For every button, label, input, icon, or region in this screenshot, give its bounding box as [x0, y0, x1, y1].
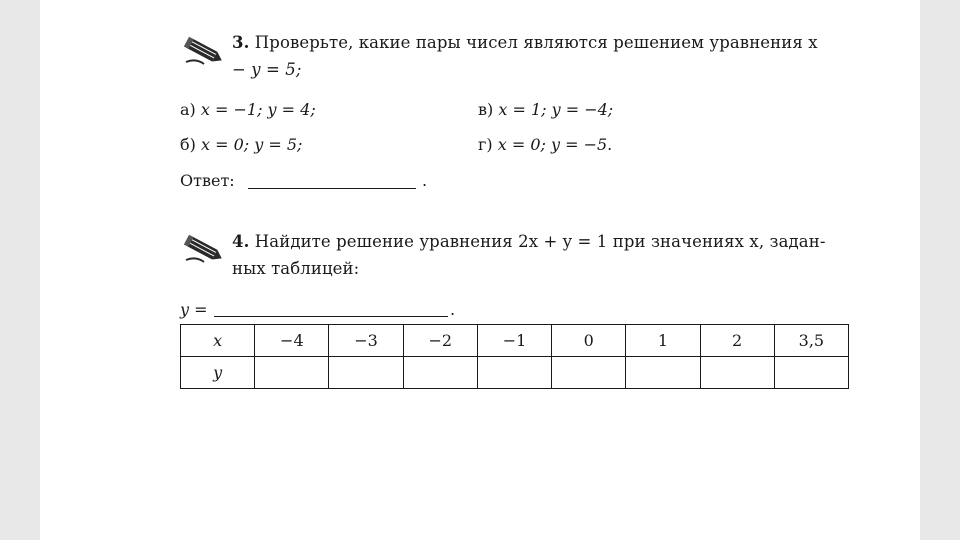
x-value-cell: 1 — [626, 325, 700, 357]
task3-answer-label: Ответ: — [180, 171, 235, 190]
y-value-cell[interactable] — [255, 357, 329, 389]
pencil-icon — [182, 232, 224, 266]
task3-option-g — [478, 135, 612, 155]
task3-statement-line1 — [232, 33, 818, 53]
x-value-cell: −2 — [403, 325, 477, 357]
y-value-cell[interactable] — [774, 357, 848, 389]
task4-statement-line1 — [232, 232, 826, 252]
x-header-cell: x — [181, 325, 255, 357]
task3-option-v — [478, 100, 613, 120]
x-value-cell: 3,5 — [774, 325, 848, 357]
y-value-cell[interactable] — [700, 357, 774, 389]
x-value-cell: 2 — [700, 325, 774, 357]
values-table — [180, 324, 849, 389]
table-row-x — [181, 325, 849, 357]
x-value-cell: 0 — [552, 325, 626, 357]
task3-number: 3. — [232, 33, 250, 52]
task3-text-line2: − y = 5; — [232, 60, 302, 79]
task3-option-a — [180, 100, 316, 120]
option-text: x = 1; y = −4; — [498, 100, 614, 119]
y-value-cell[interactable] — [329, 357, 403, 389]
y-value-cell[interactable] — [552, 357, 626, 389]
task4-y-answer-blank[interactable] — [214, 316, 448, 317]
task4-number: 4. — [232, 232, 250, 251]
option-label: г) — [478, 135, 493, 154]
x-value-cell: −1 — [477, 325, 551, 357]
option-label: в) — [478, 100, 494, 119]
option-text: x = −1; y = 4; — [200, 100, 316, 119]
option-text: x = 0; y = −5. — [497, 135, 613, 154]
y-value-cell[interactable] — [403, 357, 477, 389]
pencil-icon — [182, 34, 224, 68]
task3-option-b — [180, 135, 302, 155]
x-value-cell: −4 — [255, 325, 329, 357]
task4-text-line1: Найдите решение уравнения 2x + y = 1 при значениях x, задан- — [254, 232, 826, 251]
option-label: а) — [180, 100, 196, 119]
y-value-cell[interactable] — [477, 357, 551, 389]
table-row-y — [181, 357, 849, 389]
task3-text-line1: Проверьте, какие пары чисел являются решением уравнения x — [254, 33, 818, 52]
task3-answer-blank[interactable] — [248, 188, 416, 189]
option-label: б) — [180, 135, 196, 154]
task4-text-line2: ных таблицей: — [232, 259, 360, 278]
y-value-cell[interactable] — [626, 357, 700, 389]
worksheet-page — [40, 0, 920, 540]
option-text: x = 0; y = 5; — [200, 135, 303, 154]
task4-y-label: y = — [180, 300, 208, 319]
x-value-cell: −3 — [329, 325, 403, 357]
task3-answer-end: . — [422, 171, 428, 190]
task4-y-end: . — [450, 300, 456, 319]
y-header-cell: y — [181, 357, 255, 389]
